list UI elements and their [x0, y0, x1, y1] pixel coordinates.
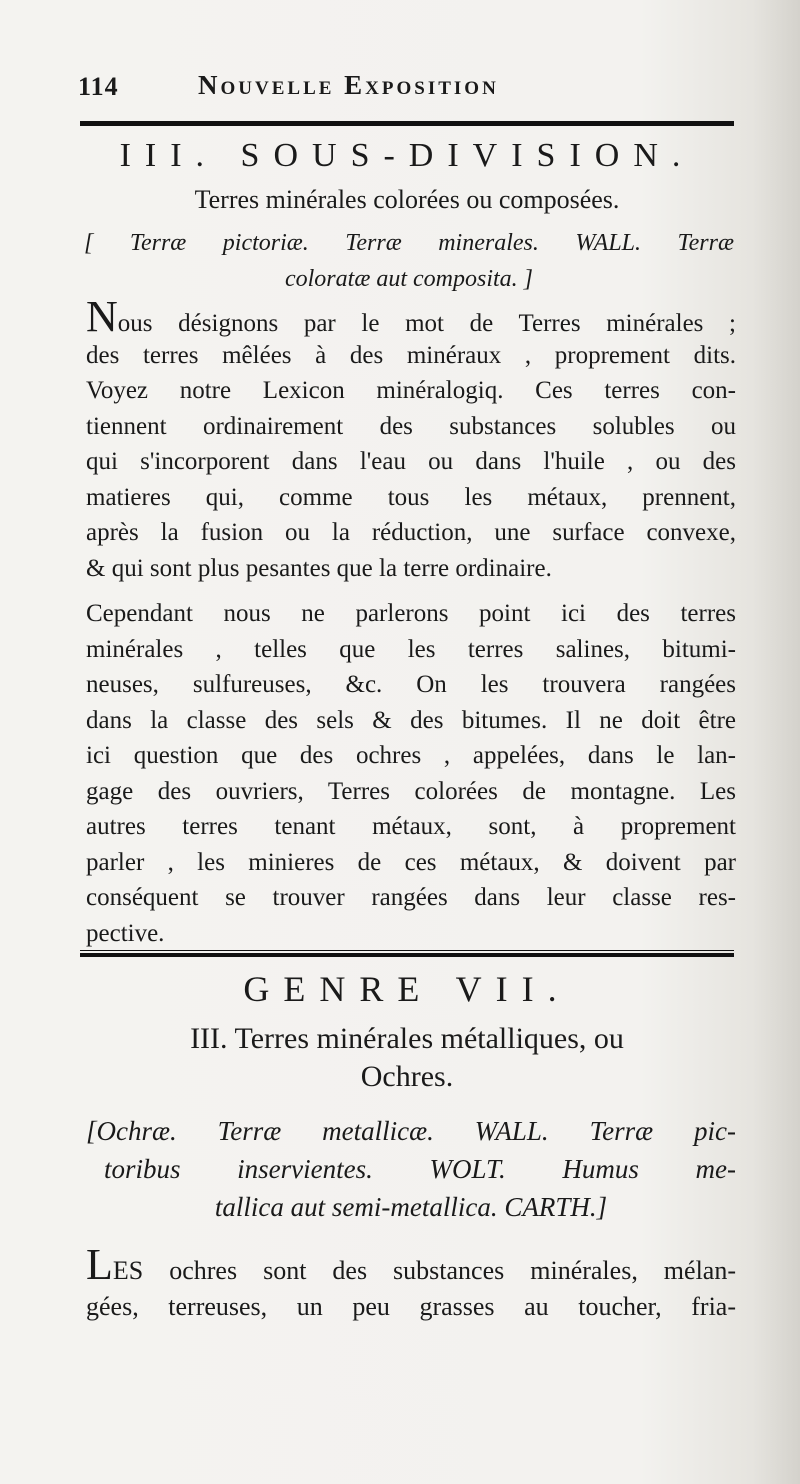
text-line: gage des ouvriers, Terres colorées de montagne. Les: [86, 777, 736, 805]
section-rule-thick: [80, 953, 734, 957]
genre-heading: GENRE VII.: [243, 969, 571, 1009]
running-title: Nouvelle Exposition: [198, 70, 499, 100]
text-line: des terres mêlées à des minéraux , proprement dits.: [86, 341, 736, 369]
text-line: neuses, sulfureuses, &c. On les trouvera rangées: [86, 671, 736, 698]
text-line: & qui sont plus pesantes que la terre ordinaire.: [86, 554, 552, 582]
text-line: Voyez notre Lexicon minéralogiq. Ces terres con-: [86, 377, 736, 404]
text-line: tiennent ordinairement des substances solubles ou: [86, 412, 736, 440]
drop-cap: N: [86, 302, 118, 338]
text-line: Cependant nous ne parlerons point ici des terres: [86, 600, 736, 627]
text-line: autres terres tenant métaux, sont, à proprement: [86, 813, 736, 840]
text-line: matieres qui, comme tous les métaux, prennent,: [86, 483, 736, 511]
text-line: pective.: [86, 919, 165, 947]
section-rule-thin: [80, 950, 734, 951]
genre-latin-line-1: [Ochræ. Terræ metallicæ. WALL. Terræ pic-: [86, 1116, 736, 1146]
paragraph-3: [86, 1250, 736, 1326]
paragraph-1: [86, 302, 736, 586]
text-line: ici question que des ochres , appelées, dans le lan-: [86, 742, 736, 769]
text-line: après la fusion ou la réduction, une surface convexe,: [86, 519, 736, 546]
running-header: [78, 66, 738, 106]
text-line: parler , les minieres de ces métaux, & doivent par: [86, 848, 736, 876]
text-line: conséquent se trouver rangées dans leur classe res-: [86, 884, 736, 911]
text-line: LES ochres sont des substances minérales, mélan-: [86, 1250, 736, 1288]
text-line: dans la classe des sels & des bitumes. Il ne doit être: [86, 706, 736, 734]
drop-cap: L: [86, 1250, 113, 1288]
header-rule: [80, 121, 734, 126]
text-line: minérales , telles que les terres salines, bitumi-: [86, 635, 736, 663]
page-number: 114: [78, 72, 119, 101]
section-subtitle: Terres minérales colorées ou composées.: [194, 185, 620, 214]
text-line: Nous désignons par le mot de Terres minérales ;: [86, 302, 736, 338]
latin-synonyms-line-2: coloratæ aut composita. ]: [284, 266, 533, 292]
genre-latin-line-2: toribus inservientes. WOLT. Humus me-: [104, 1154, 736, 1184]
text-line: qui s'incorporent dans l'eau ou dans l'huile , ou des: [86, 448, 736, 475]
section-heading: III. SOUS-DIVISION.: [119, 137, 695, 174]
genre-title-line-2: Ochres.: [360, 1060, 454, 1093]
latin-synonyms-line-1: [ Terræ pictoriæ. Terræ minerales. WALL. Terræ: [84, 230, 734, 256]
genre-latin-line-3: tallica aut semi-metallica. CARTH.]: [214, 1192, 608, 1222]
paragraph-2: [86, 596, 736, 951]
text-line: gées, terreuses, un peu grasses au toucher, fria-: [86, 1292, 736, 1321]
genre-title-line-1: III. Terres minérales métalliques, ou: [190, 1022, 624, 1055]
